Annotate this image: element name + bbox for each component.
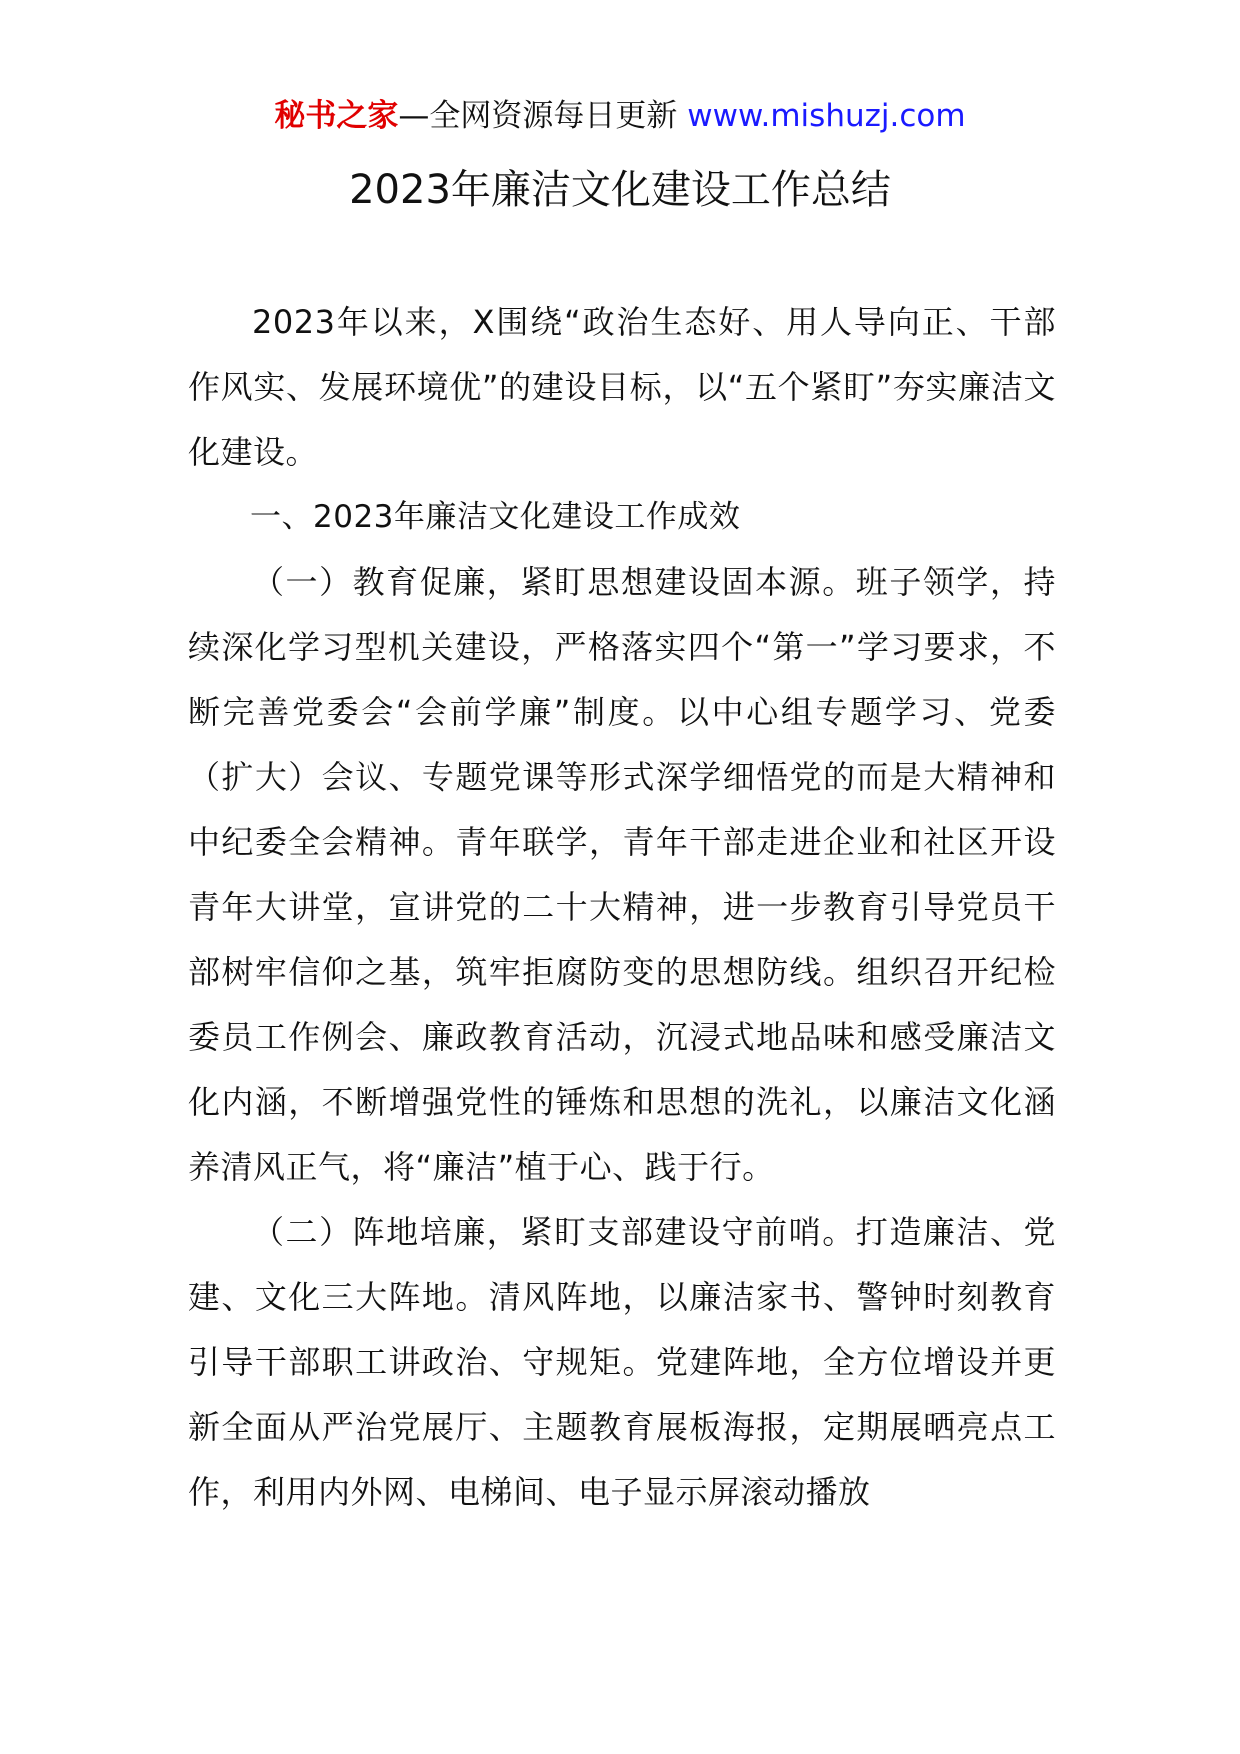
document-title: 2023年廉洁文化建设工作总结: [349, 167, 891, 213]
intro-paragraph: 2023年以来，X围绕“政治生态好、用人导向正、干部作风实、发展环境优”的建设目标，以“五个紧盯”夯实廉洁文化建设。: [188, 303, 1056, 471]
body-paragraph-2: （二）阵地培廉，紧盯支部建设守前哨。打造廉洁、党建、文化三大阵地。清风阵地，以廉洁家书、警钟时刻教育引导干部职工讲政治、守规矩。党建阵地，全方位增设并更新全面从严治党展厅、主题教育展板海报，定期展晒亮点工作，利用内外网、电梯间、电子显示屏滚动播放: [188, 1213, 1056, 1511]
body-paragraph-1: （一）教育促廉，紧盯思想建设固本源。班子领学，持续深化学习型机关建设，严格落实四个“第一”学习要求，不断完善党委会“会前学廉”制度。以中心组专题学习、党委（扩大）会议、专题党课等形式深学细悟党的而是大精神和中纪委全会精神。青年联学，青年干部走进企业和社区开设青年大讲堂，宣讲党的二十大精神，进一步教育引导党员干部树牢信仰之基，筑牢拒腐防变的思想防线。组织召开纪检委员工作例会、廉政教育活动，沉浸式地品味和感受廉洁文化内涵，不断增强党性的锤炼和思想的洗礼，以廉洁文化涵养清风正气，将“廉洁”植于心、践于行。: [188, 563, 1056, 1186]
site-slogan: —全网资源每日更新: [398, 98, 688, 134]
site-brand: 秘书之家: [274, 98, 399, 134]
section-heading: 一、2023年廉洁文化建设工作成效: [250, 499, 741, 535]
site-url-link[interactable]: www.mishuzj.com: [687, 98, 966, 134]
document-body: [188, 290, 1056, 1525]
site-header: [0, 96, 1240, 136]
